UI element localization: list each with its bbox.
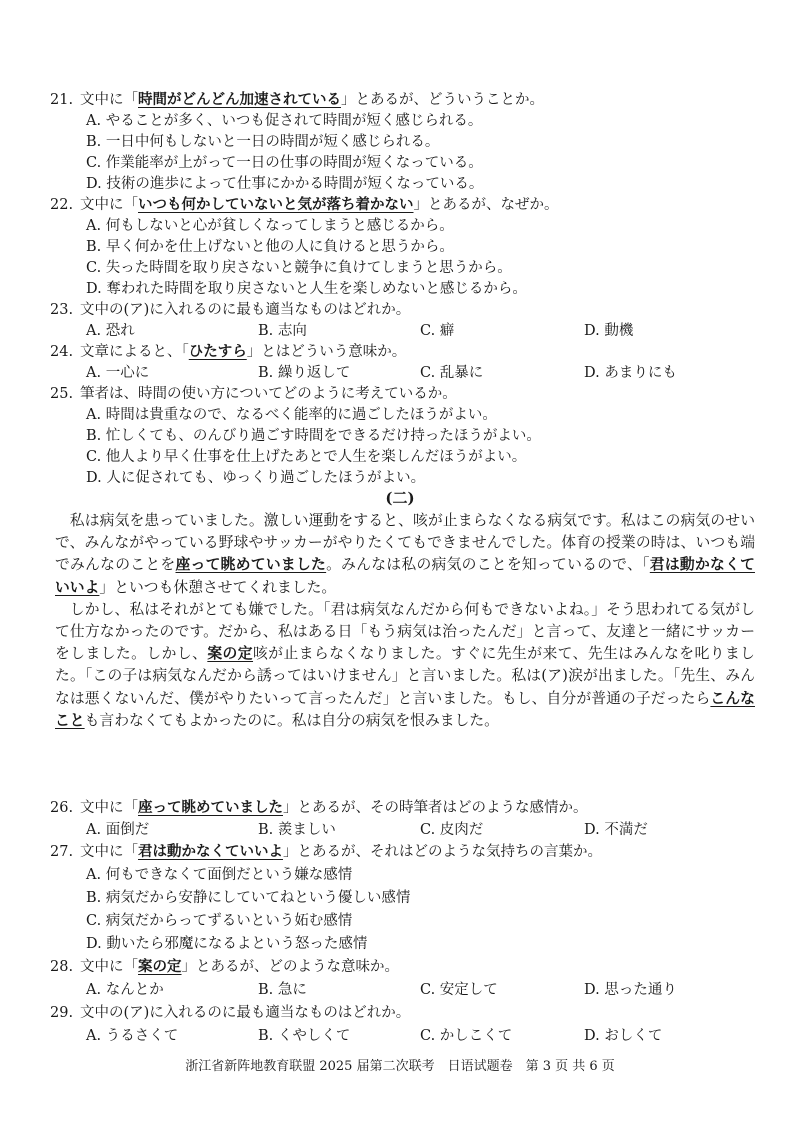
option-c: C. 安定して — [420, 982, 498, 998]
option-a: A. うるさくて — [86, 1028, 179, 1044]
underlined-phrase: 座って眺めていました — [175, 556, 327, 574]
question-text: 文中の(ア)に入れるのに最も適当なものはどれか。 — [80, 302, 411, 318]
option-c: C. かしこくて — [420, 1028, 513, 1044]
underlined-quote: 案の定 — [138, 958, 182, 975]
question-number: 25. — [50, 386, 74, 402]
option-a: A. なんとか — [86, 982, 164, 998]
option-c: C. 乱暴に — [420, 365, 484, 381]
option-b: B. 繰り返して — [258, 365, 351, 381]
passage-text: 。みんなは私の病気のことを知っているので、「 — [326, 556, 650, 574]
question-29 — [50, 1003, 760, 1023]
reading-passage — [55, 510, 755, 732]
question-text: 文中に「 — [80, 197, 138, 213]
underlined-quote: いつも何かしていないと気が落ち着かない — [138, 196, 414, 213]
question-text: 文章によると、「 — [80, 344, 189, 360]
option-b: B. 忙しくても、のんびり過ごす時間をできるだけ持ったほうがよい。 — [86, 428, 541, 444]
underlined-quote: 時間がどんどん加速されている — [138, 91, 341, 108]
option-b: B. 早く何かを仕上げないと他の人に負けると思うから。 — [86, 239, 454, 255]
option-a: A. 一心に — [86, 365, 150, 381]
page-footer: 浙江省新阵地教育联盟 2025 届第二次联考 日语试题卷 第 3 页 共 6 页 — [185, 1059, 615, 1074]
option-a: A. 時間は貴重なので、なるべく能率的に過ごしたほうがよい。 — [86, 407, 497, 423]
question-27 — [50, 842, 760, 862]
option-b: B. 一日中何もしないと一日の時間が短く感じられる。 — [86, 134, 440, 150]
question-24 — [50, 342, 760, 362]
question-text: 」とはどういう意味か。 — [246, 344, 407, 360]
option-d: D. あまりにも — [584, 365, 677, 381]
passage-text: も言わなくてもよかったのに。私は自分の病気を恨みました。 — [84, 711, 499, 729]
question-text: 文中に「 — [80, 800, 138, 816]
question-25 — [50, 384, 760, 404]
option-d: D. おしくて — [584, 1028, 663, 1044]
option-a: A. 恐れ — [86, 323, 135, 339]
option-b: B. 志向 — [258, 323, 307, 339]
question-28 — [50, 957, 760, 977]
question-number: 21. — [50, 92, 74, 108]
option-d: D. 奪われた時間を取り戻さないと人生を楽しめないと感じるから。 — [86, 281, 527, 297]
question-text: 」とあるが、それはどのような気持ちの言葉か。 — [283, 844, 602, 860]
underlined-quote: 座って眺めていました — [138, 799, 283, 816]
option-b: B. 急に — [258, 982, 307, 998]
option-c: C. 他人より早く仕事を仕上げたあとで人生を楽しんだほうがよい。 — [86, 449, 527, 465]
underlined-quote: 君は動かなくていいよ — [138, 843, 283, 860]
underlined-phrase: こんなこと — [55, 689, 755, 729]
question-text: 文中に「 — [80, 959, 138, 975]
option-b: B. くやしくて — [258, 1028, 351, 1044]
option-a: A. 面倒だ — [86, 822, 150, 838]
underlined-phrase: 君は動かなくていいよ — [55, 556, 755, 596]
option-d: D. 技術の進歩によって仕事にかかる時間が短くなっている。 — [86, 176, 484, 192]
option-d: D. 動機 — [584, 323, 634, 339]
question-text: 」とあるが、その時筆者はどのような感情か。 — [283, 800, 588, 816]
question-text: 」とあるが、どういうことか。 — [341, 92, 544, 108]
option-d: D. 人に促されても、ゆっくり過ごしたほうがよい。 — [86, 470, 426, 486]
option-c: C. 癖 — [420, 323, 455, 339]
question-number: 29. — [50, 1005, 74, 1021]
question-text: 文中に「 — [80, 844, 138, 860]
question-number: 22. — [50, 197, 74, 213]
question-number: 26. — [50, 800, 74, 816]
passage-text: 」といつも休憩させてくれました。 — [99, 578, 337, 596]
section-title: (二) — [385, 489, 415, 507]
question-22 — [50, 195, 760, 215]
option-c: C. 病気だからってずるいという妬む感情 — [86, 913, 353, 929]
question-number: 24. — [50, 344, 74, 360]
option-c: C. 皮肉だ — [420, 822, 484, 838]
passage-paragraph — [55, 510, 755, 599]
underlined-quote: ひたすら — [188, 343, 247, 360]
option-c: C. 失った時間を取り戻さないと競争に負けてしまうと思うから。 — [86, 260, 512, 276]
option-b: B. 羨ましい — [258, 822, 336, 838]
option-b: B. 病気だから安静にしていてねという優しい感情 — [86, 890, 411, 906]
question-number: 28. — [50, 959, 74, 975]
passage-text: 私は病気を患っていました。激しい運動をすると、咳が止まらなくなる病気です。私はこの病気のせいで、みんながやっている野球やサッカーがやりたくてもできませんでした。体育の授業の時は、いつも端でみんなのことを — [55, 512, 755, 574]
passage-paragraph — [55, 599, 755, 732]
option-a: A. 何もできなくて面倒だという嫌な感情 — [86, 867, 353, 883]
question-text: 」とあるが、なぜか。 — [413, 197, 559, 213]
option-a: A. やることが多く、いつも促されて時間が短く感じられる。 — [86, 113, 483, 129]
question-26 — [50, 798, 760, 818]
passage-text: 咳が止まらなくなりました。すぐに先生が来て、先生はみんなを叱りました。「この子は病気なんだから誘ってはいけません」と言いました。私は(ア)涙が出ました。「先生、みんなは悪くないんだ、僕がやりたいって言ったんだ」と言いました。もし、自分が普通の子だったら — [55, 645, 755, 707]
question-number: 23. — [50, 302, 74, 318]
option-d: D. 思った通り — [584, 982, 677, 998]
question-23 — [50, 300, 760, 320]
question-21 — [50, 90, 760, 110]
underlined-phrase: 案の定 — [207, 645, 254, 663]
option-c: C. 作業能率が上がって一日の仕事の時間が短くなっている。 — [86, 155, 483, 171]
question-text: 文中の(ア)に入れるのに最も適当なものはどれか。 — [80, 1005, 411, 1021]
question-text: 文中に「 — [80, 92, 138, 108]
question-text: 」とあるが、どのような意味か。 — [181, 959, 399, 975]
option-d: D. 不満だ — [584, 822, 648, 838]
question-number: 27. — [50, 844, 74, 860]
passage-text: しかし、私はそれがとても嫌でした。「君は病気なんだから何もできないよね。」そう思われてる気がして仕方なかったのです。だから、私はある日「もう病気は治ったんだ」と言って、友達と一緒にサッカーをしました。しかし、 — [55, 600, 755, 663]
question-text: 筆者は、時間の使い方についてどのように考えているか。 — [80, 386, 457, 402]
option-a: A. 何もしないと心が貧しくなってしまうと感じるから。 — [86, 218, 454, 234]
option-d: D. 動いたら邪魔になるよという怒った感情 — [86, 936, 368, 952]
